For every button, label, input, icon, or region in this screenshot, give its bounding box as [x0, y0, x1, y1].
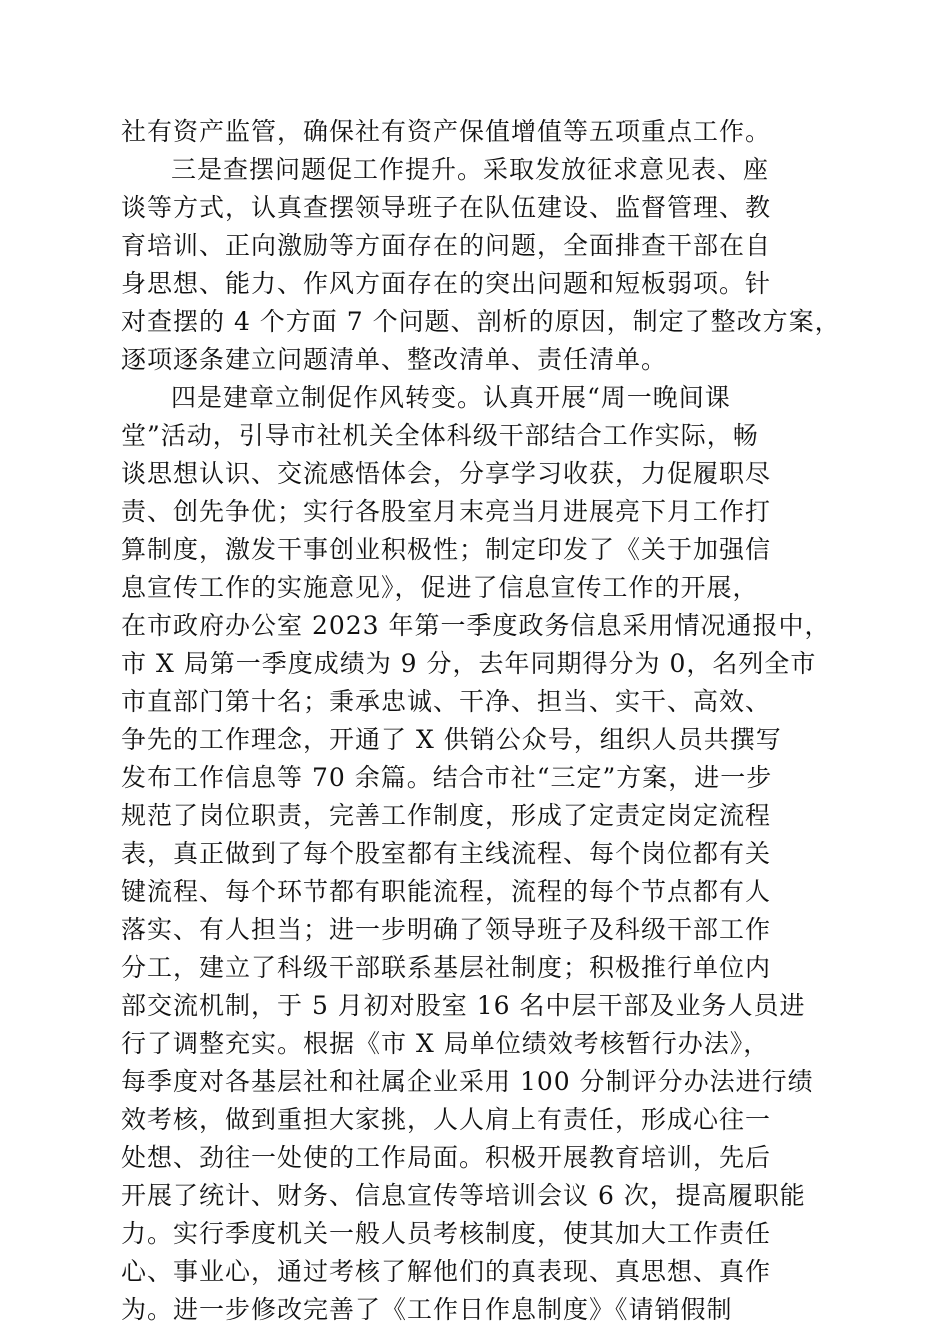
text-line: 力。实行季度机关一般人员考核制度，使其加大工作责任 [121, 1219, 772, 1248]
text-line: 育培训、正向激励等方面存在的问题，全面排查干部在自 [121, 231, 772, 260]
text-line: 社有资产监管，确保社有资产保值增值等五项重点工作。 [121, 117, 772, 146]
text-line: 三是查摆问题促工作提升。采取发放征求意见表、座 [171, 155, 770, 184]
text-line: 堂”活动，引导市社机关全体科级干部结合工作实际，畅 [121, 421, 759, 450]
text-line: 市 X 局第一季度成绩为 9 分，去年同期得分为 0，名列全市 [121, 649, 817, 678]
text-line: 规范了岗位职责，完善工作制度，形成了定责定岗定流程 [121, 801, 772, 830]
text-line: 责、创先争优；实行各股室月末亮当月进展亮下月工作打 [121, 497, 772, 526]
text-line: 对查摆的 4 个方面 7 个问题、剖析的原因，制定了整改方案， [121, 307, 841, 336]
text-line: 为。进一步修改完善了《工作日作息制度》《请销假制 [121, 1295, 733, 1324]
text-line: 键流程、每个环节都有职能流程，流程的每个节点都有人 [121, 877, 772, 906]
text-line: 部交流机制，于 5 月初对股室 16 名中层干部及业务人员进 [121, 991, 806, 1020]
text-line: 效考核，做到重担大家挑，人人肩上有责任，形成心往一 [121, 1105, 772, 1134]
text-line: 谈思想认识、交流感悟体会，分享学习收获，力促履职尽 [121, 459, 772, 488]
text-line: 行了调整充实。根据《市 X 局单位绩效考核暂行办法》， [121, 1029, 770, 1058]
text-line: 谈等方式，认真查摆领导班子在队伍建设、监督管理、教 [121, 193, 772, 222]
text-line: 四是建章立制促作风转变。认真开展“周一晚间课 [171, 383, 731, 412]
text-line: 分工，建立了科级干部联系基层社制度；积极推行单位内 [121, 953, 772, 982]
text-line: 息宣传工作的实施意见》，促进了信息宣传工作的开展， [121, 573, 759, 602]
text-line: 在市政府办公室 2023 年第一季度政务信息采用情况通报中， [121, 611, 831, 640]
text-line: 心、事业心，通过考核了解他们的真表现、真思想、真作 [121, 1257, 772, 1286]
text-line: 处想、劲往一处使的工作局面。积极开展教育培训，先后 [121, 1143, 772, 1172]
text-line: 发布工作信息等 70 余篇。结合市社“三定”方案，进一步 [121, 763, 773, 792]
text-line: 落实、有人担当；进一步明确了领导班子及科级干部工作 [121, 915, 772, 944]
text-line: 市直部门第十名；秉承忠诚、干净、担当、实干、高效、 [121, 687, 772, 716]
text-line: 逐项逐条建立问题清单、整改清单、责任清单。 [121, 345, 668, 374]
text-line: 每季度对各基层社和社属企业采用 100 分制评分办法进行绩 [121, 1067, 814, 1096]
text-line: 表，真正做到了每个股室都有主线流程、每个岗位都有关 [121, 839, 772, 868]
text-line: 算制度，激发干事创业积极性；制定印发了《关于加强信 [121, 535, 772, 564]
text-line: 身思想、能力、作风方面存在的突出问题和短板弱项。针 [121, 269, 772, 298]
text-line: 争先的工作理念，开通了 X 供销公众号，组织人员共撰写 [121, 725, 782, 754]
text-line: 开展了统计、财务、信息宣传等培训会议 6 次，提高履职能 [121, 1181, 806, 1210]
